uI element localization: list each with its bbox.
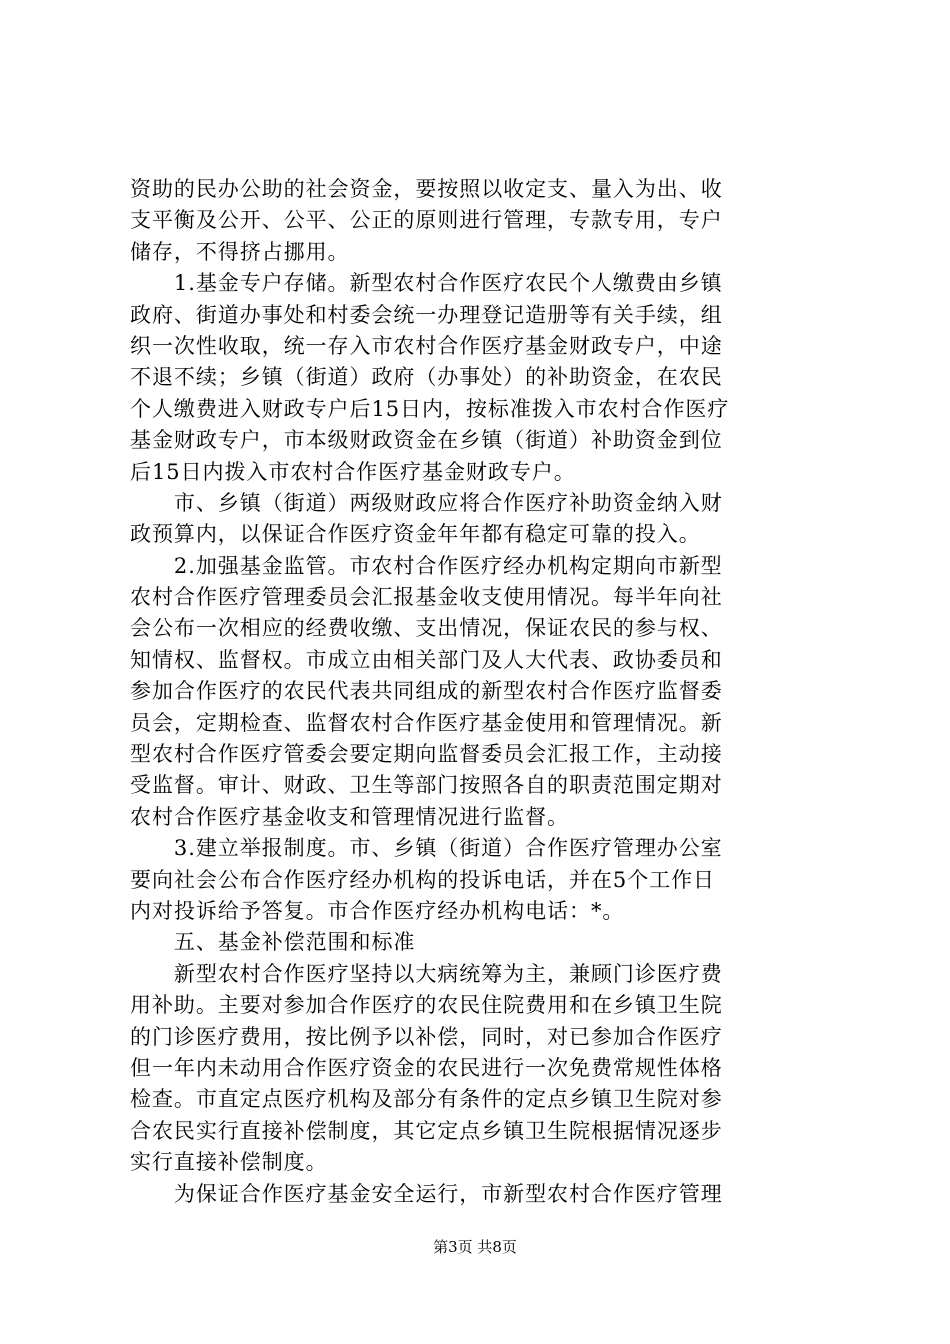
text-line: 个人缴费进入财政专户后15日内，按标准拨入市农村合作医疗 [130,396,730,421]
text-line: 后15日内拨入市农村合作医疗基金财政专户。 [130,459,576,484]
text-line: 内对投诉给予答复。市合作医疗经办机构电话：*。 [130,898,625,923]
text-line: 基金财政专户，市本级财政资金在乡镇（街道）补助资金到位 [130,428,723,453]
text-line: 型农村合作医疗管委会要定期向监督委员会汇报工作，主动接 [130,742,723,767]
text-line: 参加合作医疗的农民代表共同组成的新型农村合作医疗监督委 [130,679,723,704]
document-body [130,174,830,1210]
text-line: 不退不续；乡镇（街道）政府（办事处）的补助资金，在农民 [130,365,723,390]
text-line: 储存，不得挤占挪用。 [130,239,350,264]
text-line: 织一次性收取，统一存入市农村合作医疗基金财政专户，中途 [130,333,723,358]
text-line: 会公布一次相应的经费收缴、支出情况，保证农民的参与权、 [130,616,723,641]
text-line: 但一年内未动用合作医疗资金的农民进行一次免费常规性体格 [130,1055,723,1080]
section-heading: 五、基金补偿范围和标准 [130,930,416,955]
text-line: 知情权、监督权。市成立由相关部门及人大代表、政协委员和 [130,647,723,672]
text-line: 1.基金专户存储。新型农村合作医疗农民个人缴费由乡镇 [130,271,723,296]
text-line: 员会，定期检查、监督农村合作医疗基金使用和管理情况。新 [130,710,723,735]
text-line: 农村合作医疗基金收支和管理情况进行监督。 [130,804,569,829]
text-line: 受监督。审计、财政、卫生等部门按照各自的职责范围定期对 [130,773,723,798]
page-number-footer: 第3页 共8页 [433,1238,517,1256]
text-line: 政预算内，以保证合作医疗资金年年都有稳定可靠的投入。 [130,522,701,547]
text-line: 合农民实行直接补偿制度，其它定点乡镇卫生院根据情况逐步 [130,1118,723,1143]
text-line: 的门诊医疗费用，按比例予以补偿，同时，对已参加合作医疗 [130,1024,723,1049]
text-line: 用补助。主要对参加合作医疗的农民住院费用和在乡镇卫生院 [130,993,723,1018]
text-line: 支平衡及公开、公平、公正的原则进行管理，专款专用，专户 [130,208,723,233]
text-line: 为保证合作医疗基金安全运行，市新型农村合作医疗管理 [130,1181,723,1206]
text-line: 要向社会公布合作医疗经办机构的投诉电话，并在5个工作日 [130,867,716,892]
text-line: 农村合作医疗管理委员会汇报基金收支使用情况。每半年向社 [130,585,723,610]
text-line: 3.建立举报制度。市、乡镇（街道）合作医疗管理办公室 [130,836,723,861]
text-line: 资助的民办公助的社会资金，要按照以收定支、量入为出、收 [130,177,723,201]
text-line: 检查。市直定点医疗机构及部分有条件的定点乡镇卫生院对参 [130,1087,723,1112]
text-line: 新型农村合作医疗坚持以大病统筹为主，兼顾门诊医疗费 [130,961,723,986]
text-line: 实行直接补偿制度。 [130,1150,328,1175]
text-line: 政府、街道办事处和村委会统一办理登记造册等有关手续，组 [130,302,723,327]
text-line: 市、乡镇（街道）两级财政应将合作医疗补助资金纳入财 [130,490,723,515]
text-line: 2.加强基金监管。市农村合作医疗经办机构定期向市新型 [130,553,723,578]
